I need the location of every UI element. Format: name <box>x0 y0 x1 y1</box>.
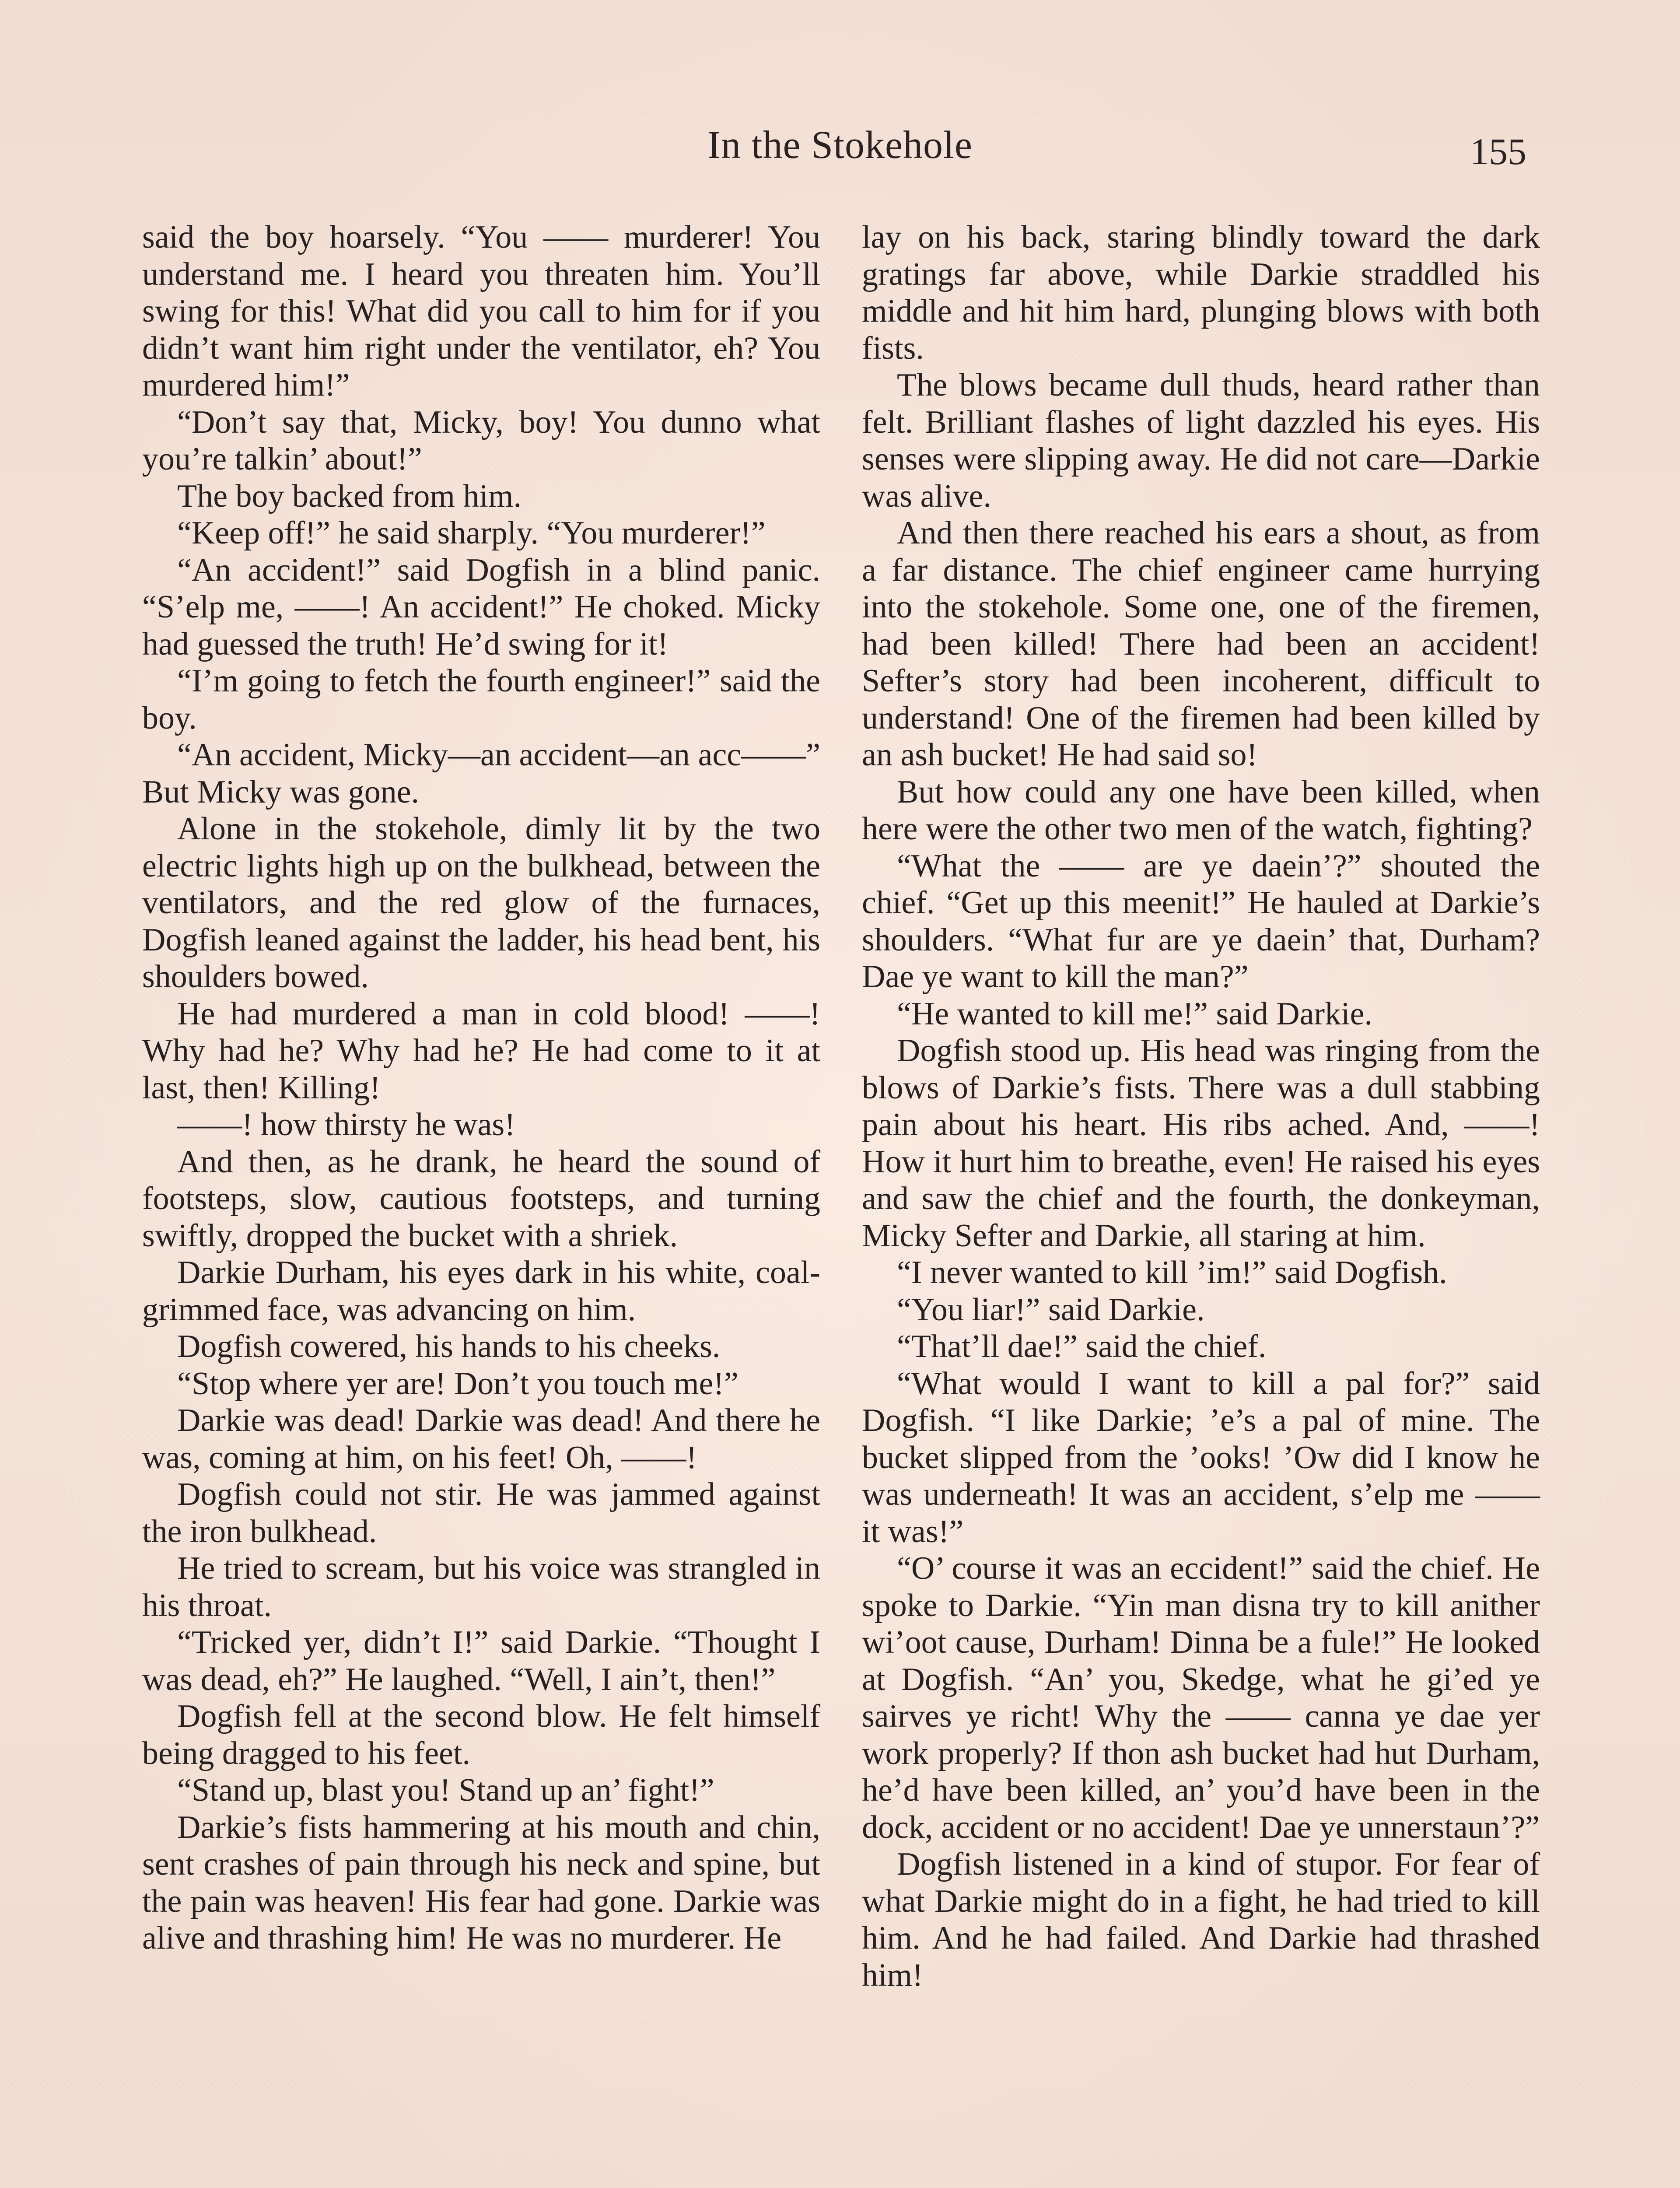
paragraph: And then, as he drank, he heard the sound of footsteps, slow, cautious footsteps, and turning swiftly, dropped the bucket with a shriek. <box>142 1143 820 1254</box>
running-head-title: In the Stokehole <box>707 123 973 167</box>
paragraph: “I’m going to fetch the fourth engineer!” said the boy. <box>142 663 820 736</box>
paragraph: The boy backed from him. <box>177 478 522 514</box>
paragraph: Darkie was dead! Darkie was dead! And there he was, coming at him, on his feet! Oh, ——! <box>142 1403 820 1476</box>
paragraph: “What would I want to kill a pal for?” said Dogfish. “I like Darkie; ’e’s a pal of mine. The bucket slipped from the ’ooks! ’Ow did I know he was underneath! It was an accident, s’elp me —— it was!” <box>862 1365 1540 1550</box>
paragraph: Dogfish listened in a kind of stupor. For fear of what Darkie might do in a fight, he had tried to kill him. And he had failed. And Darkie had thrashed him! <box>862 1846 1540 1993</box>
paragraph: Dogfish could not stir. He was jammed against the iron bulkhead. <box>142 1476 820 1550</box>
right-column <box>862 219 1540 1994</box>
left-column <box>142 219 820 1957</box>
paragraph: “What the —— are ye daein’?” shouted the chief. “Get up this meenit!” He hauled at Darkie’s shoulders. “What fur are ye daein’ that, Durham? Dae ye want to kill the man?” <box>862 848 1540 995</box>
paragraph: Darkie Durham, his eyes dark in his white, coal-grimmed face, was advancing on him. <box>142 1255 820 1328</box>
paragraph: He tried to scream, but his voice was strangled in his throat. <box>142 1550 820 1623</box>
paragraph: Dogfish cowered, his hands to his cheeks. <box>177 1329 721 1364</box>
paragraph: ——! how thirsty he was! <box>177 1107 515 1143</box>
paragraph: “An accident!” said Dogfish in a blind panic. “S’elp me, ——! An accident!” He choked. Micky had guessed the truth! He’d swing for it! <box>142 552 820 662</box>
paragraph: “Tricked yer, didn’t I!” said Darkie. “Thought I was dead, eh?” He laughed. “Well, I ain’t, then!” <box>142 1624 820 1697</box>
paragraph: “You liar!” said Darkie. <box>897 1291 1205 1328</box>
page-number: 155 <box>1470 130 1526 172</box>
paragraph: Dogfish fell at the second blow. He felt himself being dragged to his feet. <box>142 1698 820 1771</box>
paragraph: “That’ll dae!” said the chief. <box>897 1329 1267 1364</box>
paragraph: said the boy hoarsely. “You —— murderer! You understand me. I heard you threaten him. You’ll swing for this! What did you call to him for if you didn’t want him right under the ventilator, eh? You murdered him!” <box>142 219 820 403</box>
paragraph: He had murdered a man in cold blood! ——! Why had he? Why had he? He had come to it at last, then! Killing! <box>142 996 820 1106</box>
paragraph: Darkie’s fists hammering at his mouth and chin, sent crashes of pain through his neck and spine, but the pain was heaven! His fear had gone. Darkie was alive and thrashing him! He was no murderer. He <box>142 1809 820 1956</box>
paragraph: “He wanted to kill me!” said Darkie. <box>897 996 1372 1032</box>
paragraph: “Stop where yer are! Don’t you touch me!” <box>177 1365 738 1402</box>
paragraph: lay on his back, staring blindly toward the dark gratings far above, while Darkie straddled his middle and hit him hard, plunging blows with both fists. <box>862 219 1540 366</box>
paragraph: But how could any one have been killed, when here were the other two men of the watch, fighting? <box>862 774 1540 847</box>
paragraph: “I never wanted to kill ’im!” said Dogfish. <box>897 1255 1447 1290</box>
paragraph: Dogfish stood up. His head was ringing from the blows of Darkie’s fists. There was a dull stabbing pain about his heart. His ribs ached. And, ——! How it hurt him to breathe, even! He raised his eyes and saw the chief and the fourth, the donkeyman, Micky Sefter and Darkie, all staring at him. <box>862 1033 1540 1254</box>
paragraph: The blows became dull thuds, heard rather than felt. Brilliant flashes of light dazzled his eyes. His senses were slipping away. He did not care—Darkie was alive. <box>862 367 1540 514</box>
paragraph: “An accident, Micky—an accident—an acc——” But Micky was gone. <box>142 737 820 810</box>
paragraph: “Stand up, blast you! Stand up an’ fight!” <box>177 1772 714 1808</box>
paragraph: “Keep off!” he said sharply. “You murderer!” <box>177 515 766 551</box>
paragraph: Alone in the stokehole, dimly lit by the two electric lights high up on the bulkhead, between the ventilators, and the red glow of the furnaces, Dogfish leaned against the ladder, his head bent, his shoulders bowed. <box>142 811 820 995</box>
paragraph: And then there reached his ears a shout, as from a far distance. The chief engineer came hurrying into the stokehole. Some one, one of the firemen, had been killed! There had been an accident! Sefter’s story had been incoherent, difficult to understand! One of the firemen had been killed by an ash bucket! He had said so! <box>862 515 1540 773</box>
paragraph: “Don’t say that, Micky, boy! You dunno what you’re talkin’ about!” <box>142 404 820 477</box>
paragraph: “O’ course it was an eccident!” said the chief. He spoke to Darkie. “Yin man disna try to kill anither wi’oot cause, Durham! Dinna be a fule!” He looked at Dogfish. “An’ you, Skedge, what he gi’ed ye sairves ye richt! Why the —— canna ye dae yer work properly? If thon ash bucket had hut Durham, he’d have been killed, an’ you’d have been in the dock, accident or no accident! Dae ye unnerstaun’?” <box>862 1550 1540 1845</box>
